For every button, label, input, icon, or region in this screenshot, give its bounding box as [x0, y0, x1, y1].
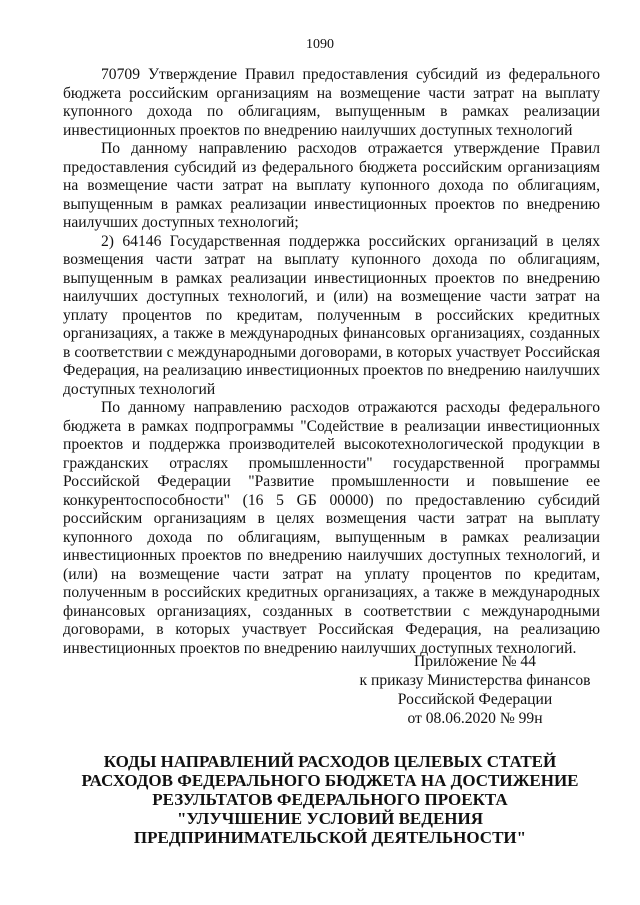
appendix-block — [330, 652, 620, 728]
paragraph-64146-title: 2) 64146 Государственная поддержка российских организаций в целях возмещения части затрат на выплату купонного дохода по облигациям, выпущенным в рамках реализации инвестиционных проектов по внедрению наилучших доступных технологий, и (или) на возмещение части затрат на уплату процентов по кредитам, полученным в российских кредитных организациях, а также в международных финансовых организациях, созданных в соответствии с международными договорами, в которых участвует Российская Федерация, на реализацию инвестиционных проектов по внедрению наилучших доступных технологий — [63, 232, 600, 398]
paragraph-70709-title: 70709 Утверждение Правил предоставления субсидий из федерального бюджета российским организациям на возмещение части затрат на выплату купонного дохода по облигациям, выпущенным в рамках реализации инвестиционных проектов по внедрению наилучших доступных технологий — [63, 66, 600, 139]
appendix-order-ref: к приказу Министерства финансов — [359, 672, 591, 689]
heading-line-3: РЕЗУЛЬТАТОВ ФЕДЕРАЛЬНОГО ПРОЕКТА — [152, 790, 508, 809]
heading-line-4: "УЛУЧШЕНИЕ УСЛОВИЙ ВЕДЕНИЯ — [176, 809, 484, 828]
appendix-authority: Российской Федерации — [397, 691, 553, 708]
paragraph-64146-description: По данному направлению расходов отражаются расходы федерального бюджета в рамках подпрограммы "Содействие в реализации инвестиционных проектов и поддержка производителей высокотехнологической продукции в гражданских отраслях промышленности" государственной программы Российской Федерации "Развитие промышленности и повышение ее конкурентоспособности" (16 5 GБ 00000) по предоставлению субсидий российским организациям в целях возмещения части затрат на выплату купонного дохода по облигациям, выпущенным в рамках реализации инвестиционных проектов по внедрению наилучших доступных технологий, и (или) на возмещение части затрат на уплату процентов по кредитам, полученным в российских кредитных организациях, а также в международных финансовых организациях, созданных в соответствии с международными договорами, в которых участвует Российская Федерация, на реализацию инвестиционных проектов по внедрению наилучших доступных технологий. — [63, 399, 600, 657]
body-text — [63, 66, 600, 658]
appendix-number: Приложение № 44 — [414, 653, 536, 670]
section-heading — [60, 752, 600, 847]
page-number: 1090 — [306, 37, 334, 52]
heading-line-1: КОДЫ НАПРАВЛЕНИЙ РАСХОДОВ ЦЕЛЕВЫХ СТАТЕЙ — [103, 752, 557, 771]
heading-line-5: ПРЕДПРИНИМАТЕЛЬСКОЙ ДЕЯТЕЛЬНОСТИ" — [133, 828, 527, 847]
heading-line-2: РАСХОДОВ ФЕДЕРАЛЬНОГО БЮДЖЕТА НА ДОСТИЖЕНИЕ — [81, 771, 579, 790]
appendix-date: от 08.06.2020 № 99н — [407, 710, 543, 727]
paragraph-70709-description: По данному направлению расходов отражается утверждение Правил предоставления субсидий из федерального бюджета российским организациям на возмещение части затрат на выплату купонного дохода по облигациям, выпущенным в рамках реализации инвестиционных проектов по внедрению наилучших доступных технологий; — [63, 140, 600, 231]
